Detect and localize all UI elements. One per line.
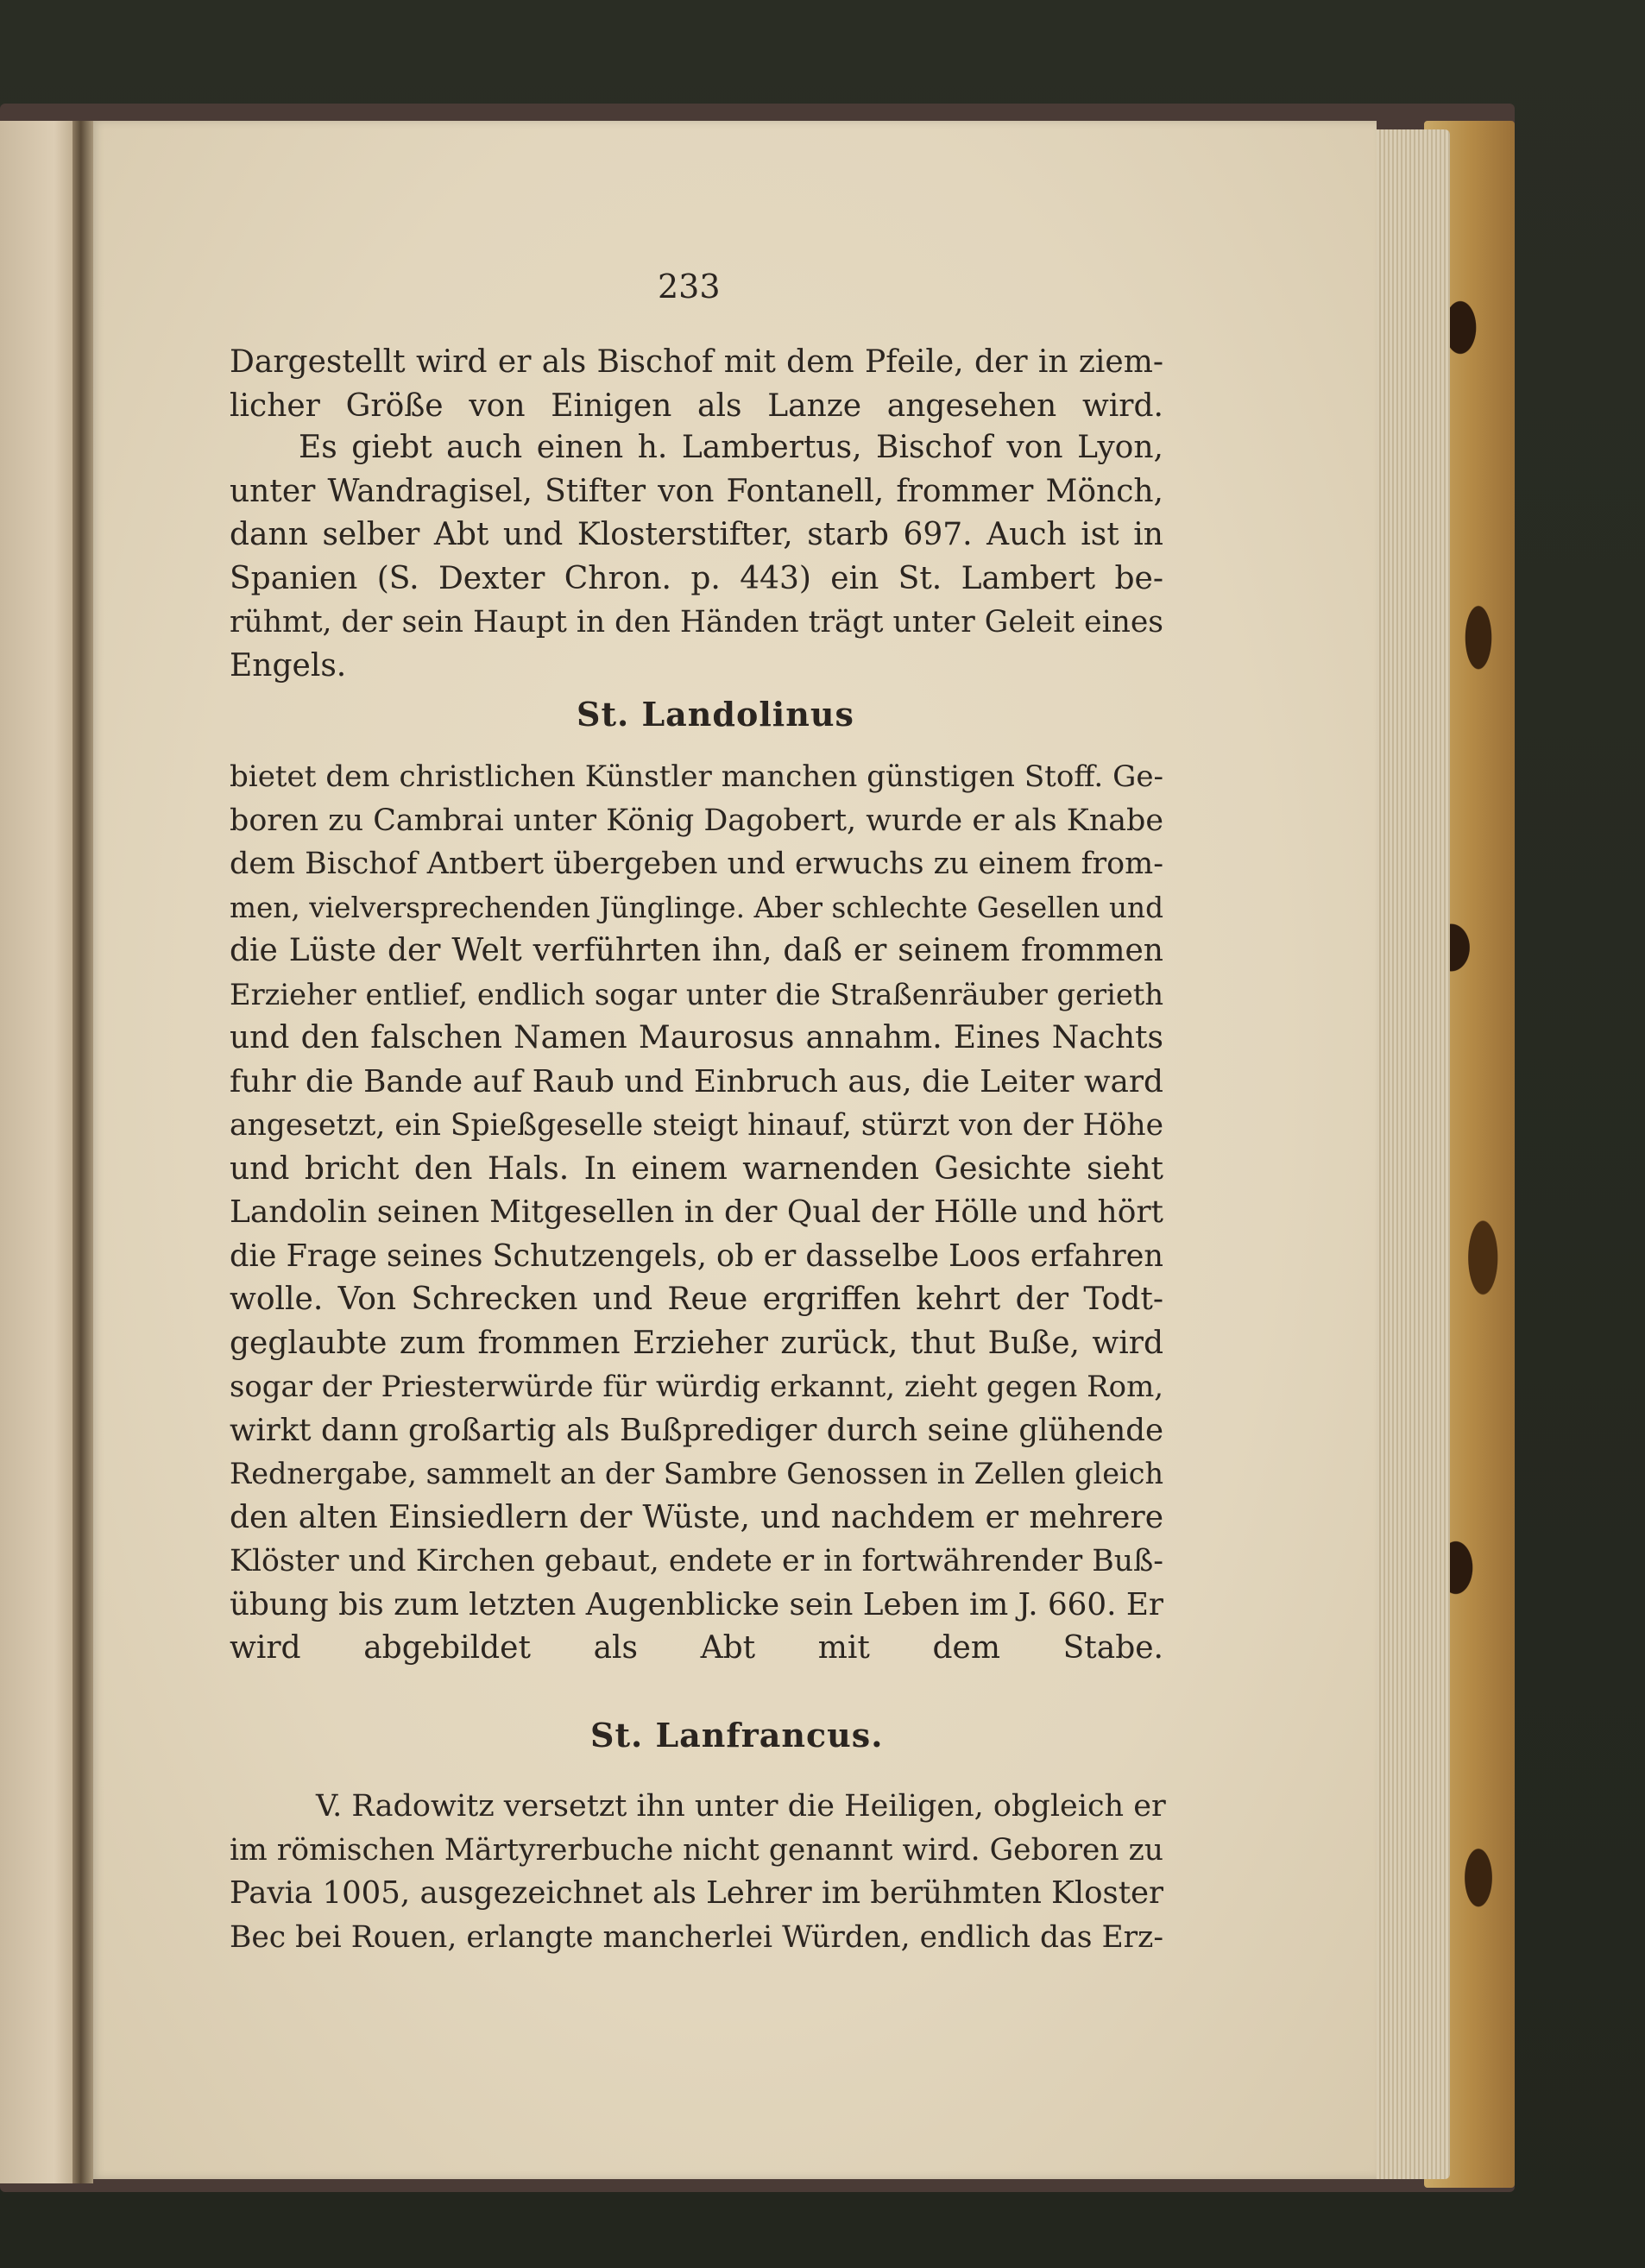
text-line: und den falschen Namen Maurosus annahm. Eines Nachts: [230, 1020, 1163, 1055]
text-line: licher Größe von Einigen als Lanze angesehen wird.: [230, 387, 1163, 424]
text-line: die Frage seines Schutzengels, ob er dasselbe Loos erfahren: [230, 1238, 1163, 1274]
text-line: V. Radowitz versetzt ihn unter die Heiligen, obgleich er: [316, 1788, 1166, 1824]
text-line: Rednergabe, sammelt an der Sambre Genossen in Zellen gleich: [230, 1457, 1163, 1490]
text-line: und bricht den Hals. In einem warnenden Gesichte sieht: [230, 1150, 1163, 1187]
text-line: Spanien (S. Dexter Chron. p. 443) ein St. Lambert be-: [230, 560, 1163, 596]
page-block-edges: [1368, 129, 1450, 2179]
text-line: die Lüste der Welt verführten ihn, daß er seinem frommen: [230, 933, 1163, 968]
text-line: bietet dem christlichen Künstler manchen günstigen Stoff. Ge-: [230, 759, 1163, 794]
text-line: men, vielversprechenden Jünglinge. Aber schlechte Gesellen und: [230, 891, 1163, 924]
book-gutter: [72, 121, 93, 2183]
text-line: fuhr die Bande auf Raub und Einbruch aus, die Leiter ward: [230, 1063, 1163, 1099]
text-line: Klöster und Kirchen gebaut, endete er in fortwährender Buß-: [230, 1544, 1163, 1578]
text-line: unter Wandragisel, Stifter von Fontanell, frommer Mönch,: [230, 473, 1163, 509]
text-line: Engels.: [230, 647, 347, 684]
text-line: Bec bei Rouen, erlangte mancherlei Würden, endlich das Erz-: [230, 1919, 1163, 1955]
text-line: Dargestellt wird er als Bischof mit dem Pfeile, der in ziem-: [230, 344, 1163, 380]
text-line: wird abgebildet als Abt mit dem Stabe.: [230, 1630, 1163, 1666]
text-line: dem Bischof Antbert übergeben und erwuchs zu einem from-: [230, 847, 1163, 881]
text-line: Pavia 1005, ausgezeichnet als Lehrer im berühmten Kloster: [230, 1875, 1163, 1911]
text-line: wolle. Von Schrecken und Reue ergriffen kehrt der Todt-: [230, 1282, 1163, 1317]
paragraph-2: [230, 426, 1163, 688]
section-heading-lanfrancus: St. Lanfrancus.: [590, 1716, 884, 1755]
text-line: sogar der Priesterwürde für würdig erkannt, zieht gegen Rom,: [230, 1370, 1163, 1403]
page-number: 233: [658, 268, 721, 306]
text-line: Landolin seinen Mitgesellen in der Qual der Hölle und hört: [230, 1194, 1163, 1230]
text-line: den alten Einsiedlern der Wüste, und nachdem er mehrere: [230, 1499, 1163, 1535]
text-line: boren zu Cambrai unter König Dagobert, wurde er als Knabe: [230, 803, 1163, 838]
text-line: geglaubte zum frommen Erzieher zurück, thut Buße, wird: [230, 1325, 1163, 1361]
text-line: dann selber Abt und Klosterstifter, starb 697. Auch ist in: [230, 517, 1163, 552]
text-line: Erzieher entlief, endlich sogar unter die Straßenräuber gerieth: [230, 977, 1163, 1011]
left-page-edge: [0, 121, 78, 2183]
text-line: wirkt dann großartig als Bußprediger durch seine glühende: [230, 1412, 1163, 1448]
text-line: angesetzt, ein Spießgeselle steigt hinauf, stürzt von der Höhe: [230, 1108, 1164, 1143]
text-line: Es giebt auch einen h. Lambertus, Bischof von Lyon,: [299, 430, 1163, 465]
text-line: im römischen Märtyrerbuche nicht genannt wird. Geboren zu: [230, 1832, 1163, 1868]
text-line: rühmt, der sein Haupt in den Händen trägt unter Geleit eines: [230, 605, 1163, 639]
paragraph-1: [230, 341, 1163, 428]
paragraph-3: [230, 755, 1163, 1671]
text-line: übung bis zum letzten Augenblicke sein Leben im J. 660. Er: [230, 1586, 1163, 1622]
section-heading-landolinus: St. Landolinus: [577, 695, 854, 734]
paragraph-4: [230, 1785, 1166, 1959]
